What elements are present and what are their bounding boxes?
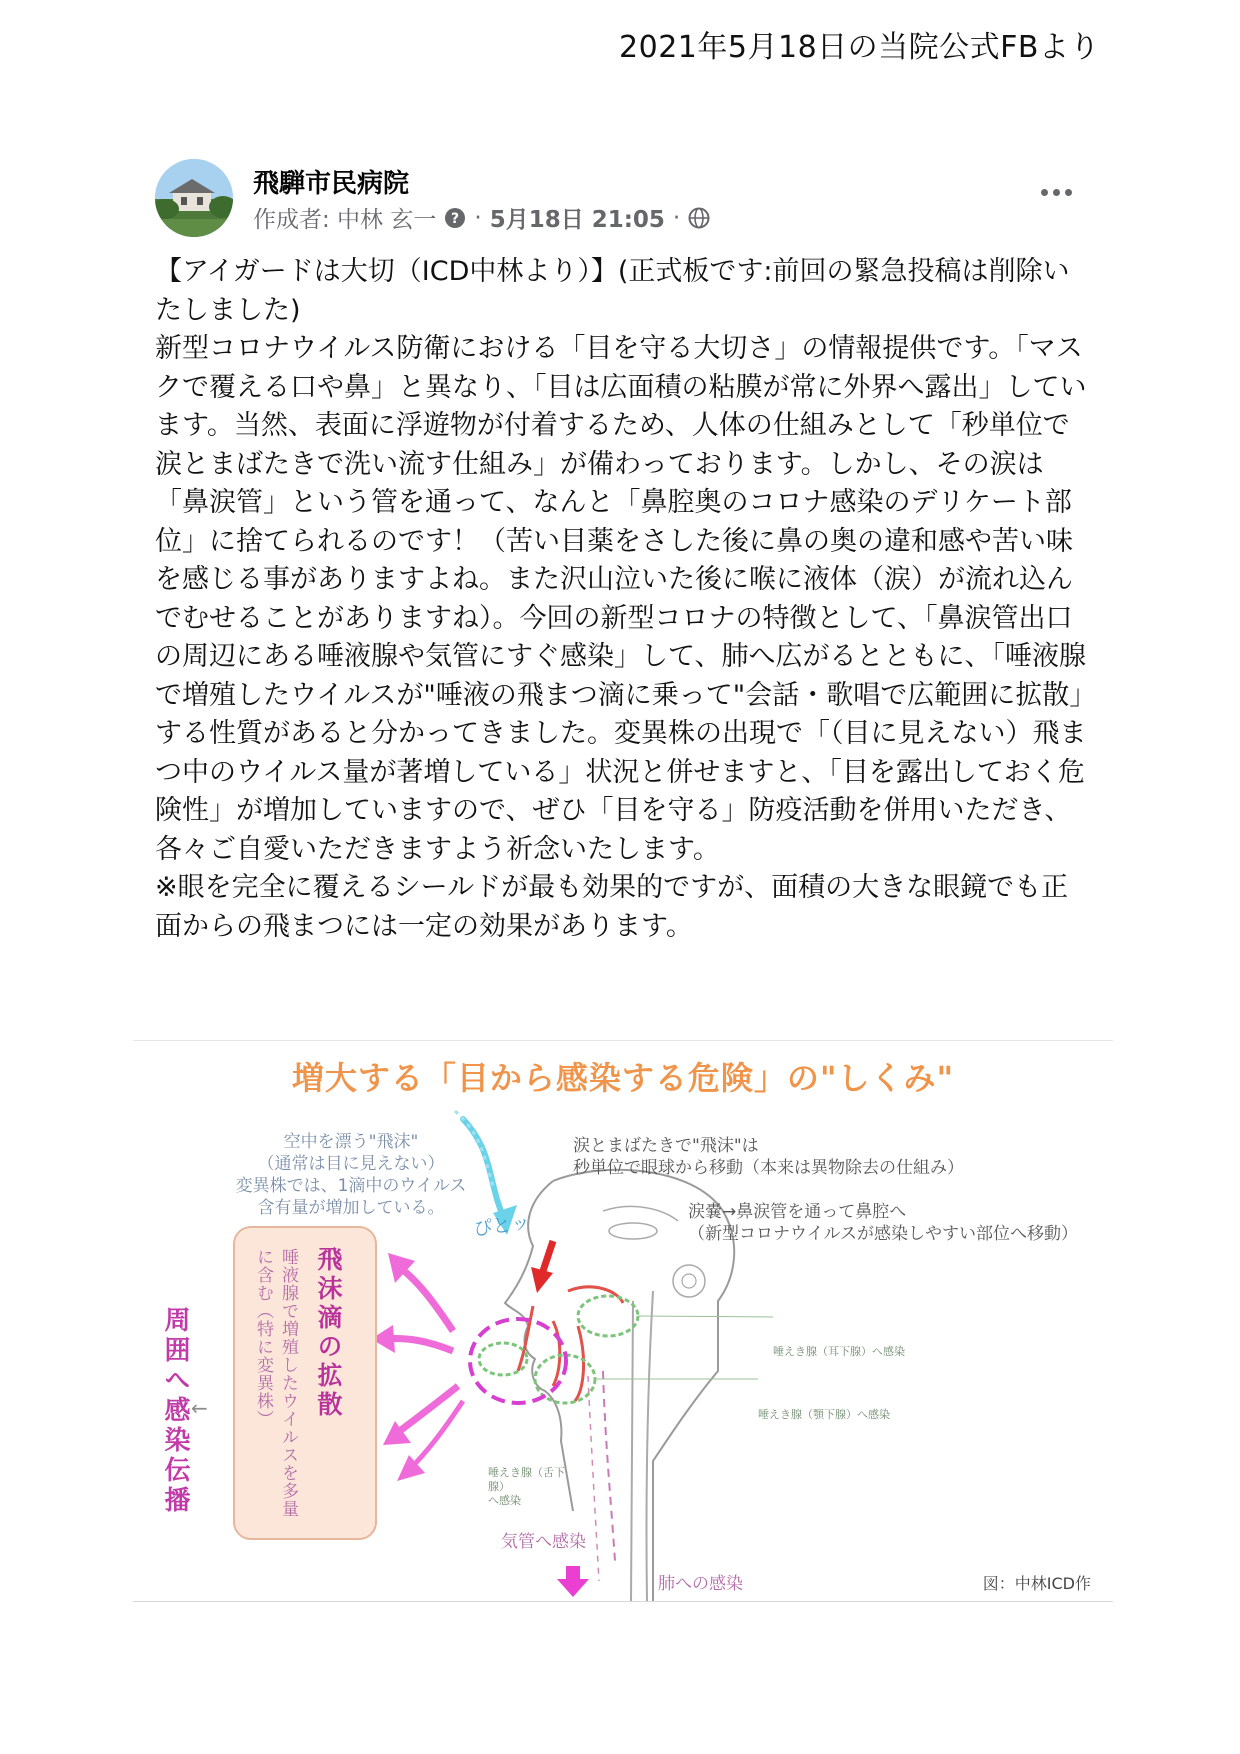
figure-credit: 図：中林ICD作	[982, 1574, 1091, 1593]
label-trachea: 気管へ感染	[501, 1532, 586, 1552]
post-image[interactable]	[133, 1040, 1113, 1602]
note-airborne-droplets: 空中を漂う"飛沫" （通常は目に見えない） 変異株では、1滴中のウイルス 含有量が増加している。	[235, 1132, 467, 1218]
label-parotid-gland: 唾えき腺（耳下腺）へ感染	[773, 1345, 905, 1358]
note-nasolacrimal-duct: 涙嚢→鼻涙管を通って鼻腔へ （新型コロナウイルスが感染しやすい部位へ移動）	[688, 1202, 1078, 1244]
page-header: 2021年5月18日の当院公式FBより	[619, 30, 1100, 65]
globe-icon	[688, 207, 710, 229]
post-date[interactable]: 5月18日 21:05	[489, 207, 665, 233]
byline[interactable]: 作成者: 中林 玄一	[253, 207, 437, 233]
figure-title: 増大する「目から感染する危険」の"しくみ"	[291, 1059, 955, 1097]
more-options-icon[interactable]	[1034, 177, 1078, 207]
meta-separator-2: ·	[672, 204, 681, 231]
author-name[interactable]: 飛騨市民病院	[253, 169, 410, 199]
droplet-box-description: 唾液腺で増殖したウイルスを多量に含む（特に変異株）	[253, 1248, 298, 1518]
note-tears-blinking: 涙とまばたきで"飛沫"は 秒単位で眼球から移動（本来は異物除去の仕組み）	[573, 1136, 964, 1178]
pito-label: ぴとッ	[471, 1211, 532, 1241]
post-header	[155, 155, 1090, 245]
svg-text:?: ?	[451, 210, 460, 227]
meta-separator: ·	[474, 204, 482, 231]
label-spread-around: 周囲へ感染伝播	[160, 1306, 190, 1516]
label-submandibular-gland: 唾えき腺（顎下腺）へ感染	[758, 1408, 890, 1421]
avatar-photo	[155, 159, 233, 237]
left-arrow-icon: ←	[191, 1396, 208, 1420]
avatar[interactable]	[155, 159, 233, 237]
post-meta	[253, 201, 710, 234]
post-body: 【アイガードは大切（ICD中林より）】(正式板です:前回の緊急投稿は削除いたしました) 新型コロナウイルス防衛における「目を守る大切さ」の情報提供です。「マスクで覆える口や鼻」と異なり、「目は広面積の粘膜が常に外界へ露出」しています。当然、表面に浮遊物が付着するため、人体の仕組みとして「秒単位で涙とまばたきで洗い流す仕組み」が備わっております。しかし、その涙は「鼻涙管」という管を通って、なんと「鼻腔奥のコロナ感染のデリケート部位」に捨てられるのです！（苦い目薬をさした後に鼻の奥の違和感や苦い味を感じる事がありますよね。また沢山泣いた後に喉に液体（涙）が流れ込んでむせることがありますね）。今回の新型コロナの特徴として、「鼻涙管出口の周辺にある唾液腺や気管にすぐ感染」して、肺へ広がるとともに、「唾液腺で増殖したウイルスが"唾液の飛まつ滴に乗って"会話・歌唱で広範囲に拡散」する性質があると分かってきました。変異株の出現で「（目に見えない）飛まつ中のウイルス量が著増している」状況と併せますと、「目を露出しておく危険性」が増加していますので、ぜひ「目を守る」防疫活動を併用いただき、各々ご自愛いただきますよう祈念いたします。 ※眼を完全に覆えるシールドが最も効果的ですが、面積の大きな眼鏡でも正面からの飛まつには一定の効果があります。	[155, 256, 1087, 942]
help-icon[interactable]	[444, 207, 466, 229]
label-sublingual-gland: 唾えき腺（舌下腺） へ感染	[488, 1466, 565, 1507]
droplet-spread-box	[233, 1226, 377, 1540]
label-lung: 肺への感染	[658, 1574, 743, 1594]
droplet-box-title: 飛沫滴の拡散	[314, 1246, 343, 1420]
facebook-post	[155, 155, 1090, 946]
